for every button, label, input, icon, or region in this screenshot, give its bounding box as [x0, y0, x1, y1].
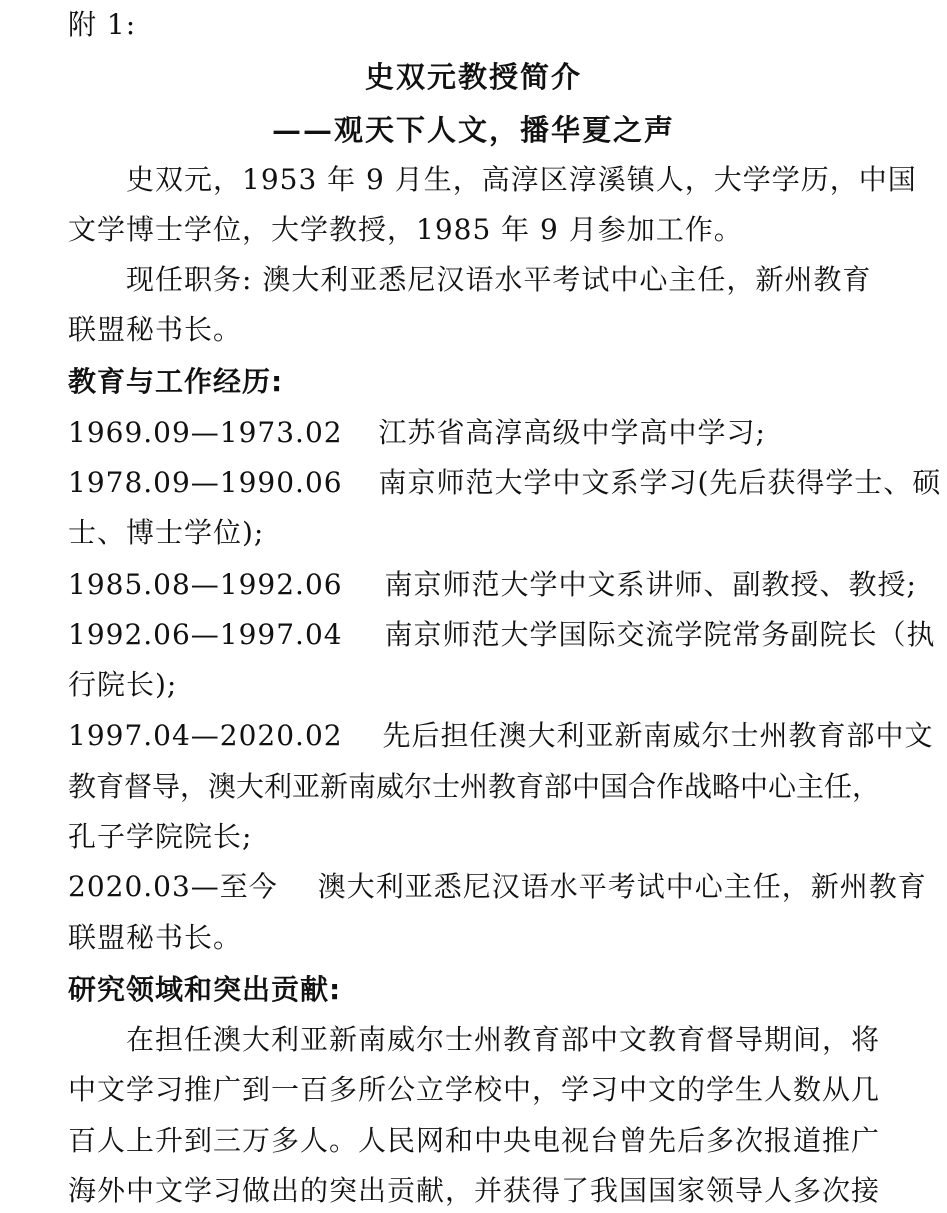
history-date: 1992.06—1997.04 — [68, 618, 343, 651]
attachment-label: 附 1: — [68, 8, 137, 41]
history-date: 1978.09—1990.06 — [68, 466, 343, 499]
history-entry — [68, 568, 917, 602]
history-desc-continued: 联盟秘书长。 — [68, 921, 243, 954]
section-heading-history: 教育与工作经历: — [68, 365, 284, 398]
history-desc: 江苏省高淳高级中学高中学习; — [378, 416, 766, 449]
history-desc-continued: 教育督导，澳大利亚新南威尔士州教育部中国合作战略中心主任， — [68, 770, 881, 803]
history-desc-continued: 行院长); — [68, 668, 178, 701]
history-entry — [68, 618, 936, 652]
position-line-1: 现任职务: 澳大利亚悉尼汉语水平考试中心主任，新州教育 — [126, 263, 872, 296]
history-desc: 先后担任澳大利亚新南威尔士州教育部中文 — [382, 719, 934, 752]
history-desc: 南京师范大学中文系讲师、副教授、教授; — [384, 568, 917, 601]
history-desc: 南京师范大学国际交流学院常务副院长（执 — [384, 618, 936, 651]
history-entry — [68, 466, 941, 500]
history-date: 1985.08—1992.06 — [68, 568, 343, 601]
history-entry — [68, 870, 927, 904]
research-line-3: 百人上升到三万多人。人民网和中央电视台曾先后多次报道推广 — [68, 1124, 881, 1157]
history-entry — [68, 719, 934, 753]
intro-line-1: 史双元，1953 年 9 月生，高淳区淳溪镇人，大学学历，中国 — [126, 163, 917, 196]
history-desc-continued: 士、博士学位); — [68, 516, 265, 549]
document-title: 史双元教授简介 — [364, 60, 582, 94]
history-desc: 南京师范大学中文系学习(先后获得学士、硕 — [378, 466, 942, 499]
history-date: 2020.03—至今 — [68, 870, 278, 903]
section-heading-research: 研究领域和突出贡献: — [68, 973, 342, 1006]
history-desc-continued: 孔子学院院长; — [68, 820, 253, 853]
history-date: 1997.04—2020.02 — [68, 719, 343, 752]
history-desc: 澳大利亚悉尼汉语水平考试中心主任，新州教育 — [317, 870, 927, 903]
history-entry — [68, 416, 766, 450]
intro-line-2: 文学博士学位，大学教授，1985 年 9 月参加工作。 — [68, 213, 743, 246]
document-subtitle: ——观天下人文，播华夏之声 — [271, 113, 675, 147]
history-date: 1969.09—1973.02 — [68, 416, 343, 449]
research-line-4: 海外中文学习做出的突出贡献，并获得了我国国家领导人多次接 — [68, 1174, 881, 1207]
research-line-2: 中文学习推广到一百多所公立学校中，学习中文的学生人数从几 — [68, 1073, 881, 1106]
research-line-1: 在担任澳大利亚新南威尔士州教育部中文教育督导期间，将 — [126, 1023, 881, 1056]
position-line-2: 联盟秘书长。 — [68, 313, 243, 346]
